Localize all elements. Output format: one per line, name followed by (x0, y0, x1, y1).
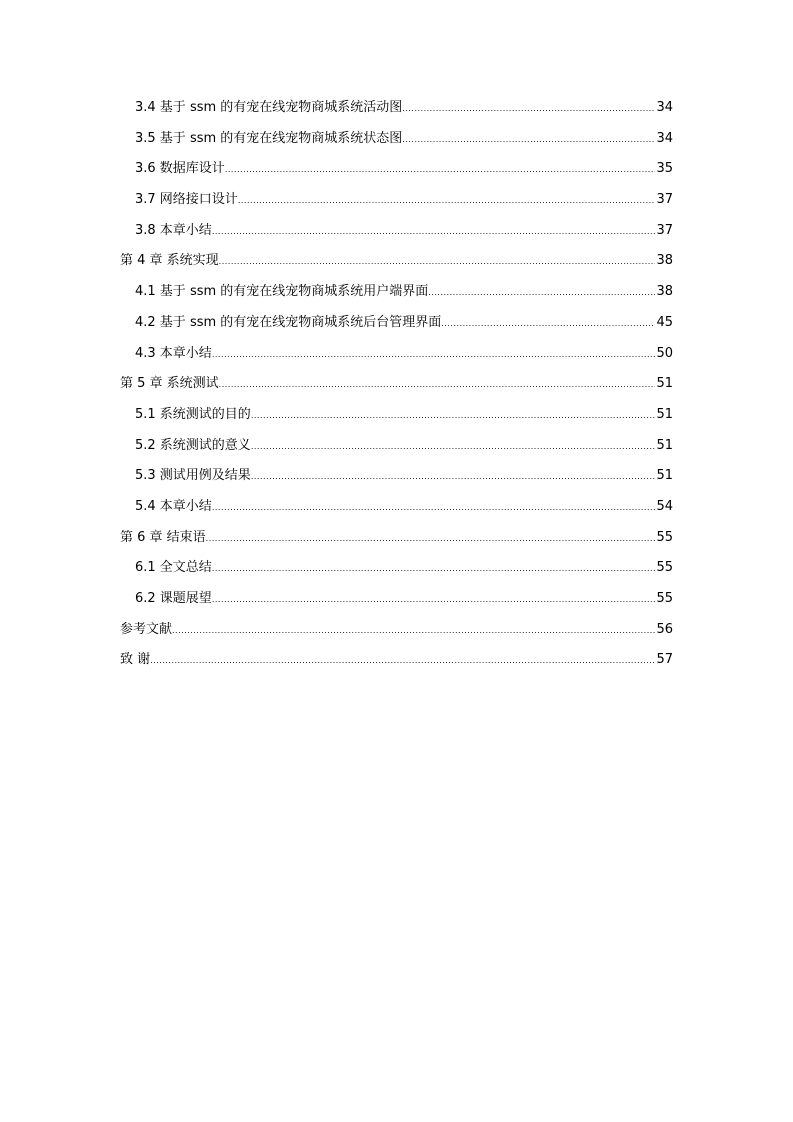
toc-entry-title: 3.8 本章小结 (135, 222, 212, 238)
toc-entry-title: 第 6 章 结束语 (120, 529, 206, 545)
toc-entry-3-6[interactable] (120, 154, 673, 185)
toc-entry-page: 55 (656, 560, 673, 576)
table-of-contents (120, 93, 673, 676)
toc-entry-chapter-6[interactable] (120, 523, 673, 554)
toc-leader-dots (402, 94, 655, 125)
toc-leader-dots (206, 524, 656, 555)
toc-entry-title: 5.2 系统测试的意义 (135, 437, 251, 453)
toc-entry-title: 6.1 全文总结 (135, 560, 212, 576)
toc-entry-3-4[interactable] (120, 93, 673, 124)
toc-entry-title: 3.7 网络接口设计 (135, 192, 238, 208)
toc-entry-title: 致 谢 (120, 652, 151, 668)
toc-leader-dots (212, 585, 656, 616)
toc-leader-dots (238, 186, 656, 217)
toc-entry-chapter-4[interactable] (120, 246, 673, 277)
toc-entry-page: 51 (656, 406, 673, 422)
toc-entry-title: 3.4 基于 ssm 的有宠在线宠物商城系统活动图 (135, 100, 403, 115)
toc-entry-title: 4.1 基于 ssm 的有宠在线宠物商城系统用户端界面 (135, 284, 429, 300)
toc-leader-dots (225, 155, 656, 186)
toc-entry-title: 5.1 系统测试的目的 (135, 406, 251, 422)
toc-entry-title: 3.5 基于 ssm 的有宠在线宠物商城系统状态图 (135, 130, 403, 146)
toc-entry-5-2[interactable] (120, 431, 673, 462)
toc-leader-dots (212, 493, 656, 524)
toc-entry-title: 5.3 测试用例及结果 (135, 468, 251, 484)
toc-entry-6-2[interactable] (120, 584, 673, 615)
toc-entry-3-5[interactable] (120, 124, 673, 155)
toc-entry-page: 37 (656, 192, 673, 208)
toc-entry-title: 第 5 章 系统测试 (120, 376, 219, 392)
toc-entry-page: 55 (656, 591, 673, 606)
toc-entry-title: 4.2 基于 ssm 的有宠在线宠物商城系统后台管理界面 (135, 314, 442, 330)
toc-entry-page: 51 (656, 376, 673, 392)
toc-entry-3-8[interactable] (120, 216, 673, 247)
toc-entry-references[interactable] (120, 615, 673, 646)
toc-entry-4-3[interactable] (120, 339, 673, 370)
toc-entry-title: 3.6 数据库设计 (135, 161, 225, 177)
toc-entry-page: 34 (656, 100, 673, 115)
toc-leader-dots (251, 462, 656, 493)
toc-entry-6-1[interactable] (120, 553, 673, 584)
toc-leader-dots (251, 432, 656, 463)
toc-entry-chapter-5[interactable] (120, 369, 673, 400)
toc-entry-3-7[interactable] (120, 185, 673, 216)
toc-entry-page: 54 (656, 498, 673, 514)
toc-leader-dots (150, 646, 655, 677)
toc-entry-acknowledgements[interactable] (120, 645, 673, 676)
toc-entry-page: 51 (656, 468, 673, 484)
toc-leader-dots (212, 217, 656, 248)
toc-leader-dots (219, 370, 656, 401)
toc-leader-dots (251, 401, 656, 432)
toc-entry-5-1[interactable] (120, 400, 673, 431)
toc-entry-4-1[interactable] (120, 277, 673, 308)
toc-entry-page: 38 (656, 284, 673, 300)
toc-entry-page: 57 (656, 652, 673, 668)
toc-entry-4-2[interactable] (120, 308, 673, 339)
toc-entry-page: 37 (656, 222, 673, 238)
toc-leader-dots (428, 278, 655, 309)
toc-leader-dots (212, 554, 656, 585)
toc-leader-dots (441, 309, 655, 340)
toc-leader-dots (212, 340, 656, 371)
toc-leader-dots (219, 247, 656, 278)
toc-entry-title: 参考文献 (120, 621, 173, 637)
toc-entry-page: 34 (656, 130, 673, 146)
toc-leader-dots (402, 125, 655, 156)
toc-entry-page: 45 (656, 314, 673, 330)
toc-entry-5-3[interactable] (120, 461, 673, 492)
toc-entry-title: 5.4 本章小结 (135, 498, 212, 514)
toc-entry-page: 51 (656, 437, 673, 453)
toc-entry-title: 第 4 章 系统实现 (120, 253, 219, 269)
toc-entry-page: 35 (656, 161, 673, 177)
toc-entry-title: 6.2 课题展望 (135, 591, 212, 606)
toc-entry-page: 38 (656, 253, 673, 269)
toc-entry-title: 4.3 本章小结 (135, 345, 212, 361)
toc-entry-5-4[interactable] (120, 492, 673, 523)
toc-leader-dots (172, 616, 655, 647)
toc-entry-page: 55 (656, 529, 673, 545)
toc-entry-page: 56 (656, 621, 673, 637)
toc-entry-page: 50 (656, 345, 673, 361)
